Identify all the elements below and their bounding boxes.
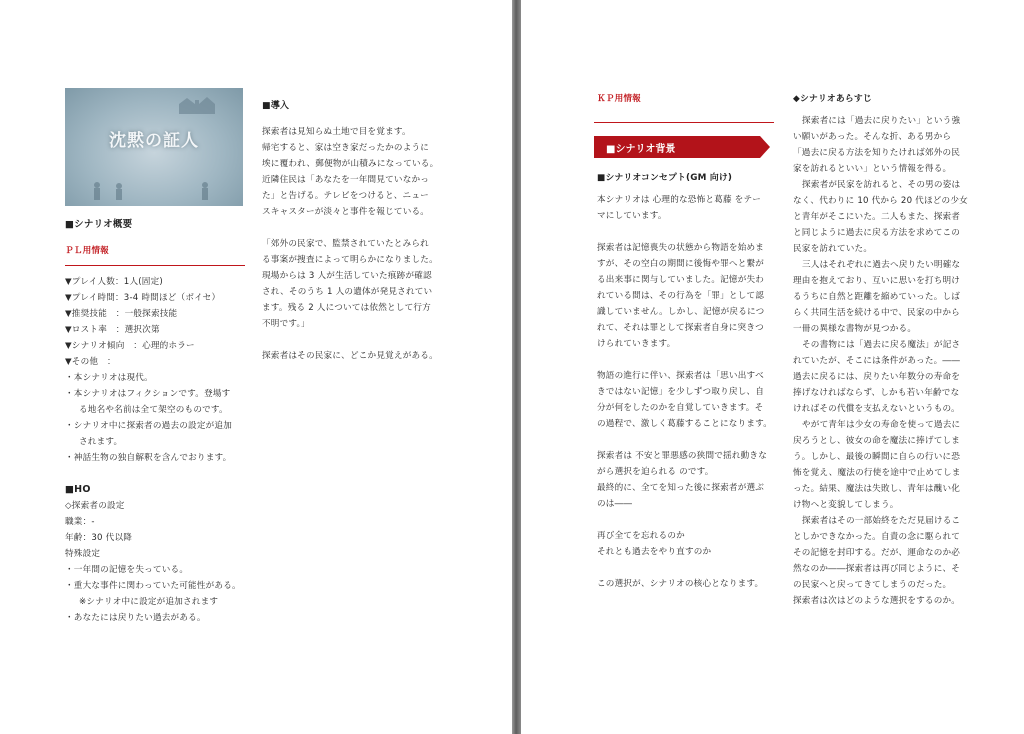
concept-paragraph-5 — [597, 528, 782, 560]
concept-line: れている間は、その行為を「罪」として認 — [597, 291, 765, 301]
cover-title: 沈黙の証人 — [109, 131, 199, 151]
synopsis-line: らく共同生活を続ける中で、民家の中から — [793, 308, 960, 318]
concept-line: の過程で、激しく葛藤することになります。 — [597, 419, 773, 429]
overview-heading: ■シナリオ概要 — [65, 219, 133, 230]
ho-line: ・あなたには戻りたい過去がある。 — [65, 613, 206, 623]
note-line: されます。 — [79, 437, 123, 447]
concept-line: それとも過去をやり直すのか — [597, 547, 712, 557]
synopsis-line: 三人はそれぞれに過去へ戻りたい明確な — [802, 260, 961, 270]
house-silhouette-icon — [177, 94, 217, 114]
concept-line: がら選択を迫られる のです。 — [597, 467, 714, 477]
other-notes — [65, 370, 245, 466]
synopsis-line: その記憶を封印する。だが、運命なのか必 — [793, 548, 961, 558]
concept-line: 識していません。しかし、記憶が戻るにつ — [597, 307, 765, 317]
synopsis-line: 一冊の異様な書物が見つかる。 — [793, 324, 917, 334]
concept-line: 探索者は記憶喪失の状態から物語を始めま — [597, 243, 765, 253]
scenario-background-banner — [594, 136, 772, 158]
intro-line: 埃に覆われ、郵便物が山積みになっている。 — [262, 159, 439, 169]
note-line: ・本シナリオは現代。 — [65, 373, 153, 383]
synopsis-line: 家を訪れるといい」という情報を得る。 — [793, 164, 952, 174]
intro-line: 探索者はその民家に、どこか見覚えがある。 — [262, 351, 438, 361]
synopsis-line: と同じように過去に戻る方法を求めてこの — [793, 228, 961, 238]
ho-line: 特殊設定 — [65, 549, 101, 559]
ho-line: 職業：- — [65, 517, 95, 527]
concept-line: 最終的に、全てを知った後に探索者が選ぶ — [597, 483, 765, 493]
synopsis-line: 然なのか――探索者は再び同じように、そ — [793, 564, 961, 574]
kp-info-heading: ＫＰ用情報 — [597, 94, 641, 104]
synopsis-line: ければその代償を支払えないというもの。 — [793, 404, 960, 414]
page-gutter — [512, 0, 521, 734]
synopsis-line: と青年がそこにいた。二人もまた、探索者 — [793, 212, 961, 222]
intro-line: され、そのうち 1 人の遺体が発見されてい — [262, 287, 433, 297]
intro-paragraph-3 — [262, 348, 452, 364]
pl-item: ▼ロスト率 ：選択次第 — [65, 325, 160, 335]
synopsis-line: るうちに自然と距離を縮めていった。しば — [793, 292, 961, 302]
concept-line: 再び全てを忘れるのか — [597, 531, 685, 541]
synopsis-line: 探索者はその一部始終をただ見届けるこ — [802, 516, 961, 526]
note-line: ・神話生物の独自解釈を含んでおります。 — [65, 453, 232, 463]
concept-line: すが、その空白の期間に後悔や罪へと繋が — [597, 259, 765, 269]
concept-paragraph-6 — [597, 576, 782, 592]
note-line: る地名や名前は全て架空のものです。 — [79, 405, 228, 415]
synopsis-line: れていたが、そこには条件があった。―― — [793, 356, 960, 366]
concept-line: 分が何をしたのかを自覚していきます。そ — [597, 403, 764, 413]
intro-line: る事案が捜査によって明らかになりました。 — [262, 255, 438, 265]
synopsis-line: 過去に戻るには、戻りたい年数分の寿命を — [793, 372, 961, 382]
kp-divider — [594, 122, 774, 123]
ho-heading: ■HO — [65, 484, 91, 495]
cover-image — [65, 88, 243, 206]
synopsis-line: の民家へと戻ってきてしまうのだった。 — [793, 580, 952, 590]
left-column-overview — [65, 217, 245, 626]
intro-line: スキャスターが淡々と事件を報じている。 — [262, 207, 430, 217]
intro-paragraph-1 — [262, 124, 452, 220]
concept-column — [597, 170, 782, 592]
synopsis-line: 理由を抱えており、互いに思いを打ち明け — [793, 276, 961, 286]
concept-line: る出来事に関与していました。記憶が失わ — [597, 275, 765, 285]
concept-line: マにしています。 — [597, 211, 667, 221]
left-column-intro — [262, 98, 452, 364]
concept-paragraph-4 — [597, 448, 782, 512]
concept-paragraph-2 — [597, 240, 782, 352]
synopsis-line: 探索者には「過去に戻りたい」という強 — [802, 116, 961, 126]
synopsis-line: 探索者が民家を訪れると、その男の姿は — [802, 180, 961, 190]
pl-divider — [65, 265, 245, 266]
synopsis-line: 「過去に戻る方法を知りたければ郊外の民 — [793, 148, 961, 158]
ho-line: ・重大な事件に関わっていた可能性がある。 — [65, 581, 241, 591]
synopsis-line: としかできなかった。自責の念に駆られて — [793, 532, 961, 542]
intro-line: 不明です。」 — [262, 319, 310, 329]
scenario-background-label: ■シナリオ背景 — [606, 144, 676, 155]
ho-line: ◇探索者の設定 — [65, 501, 125, 511]
concept-line: きではない記憶」を少しずつ取り戻し、自 — [597, 387, 765, 397]
ho-line: 年齢：30 代以降 — [65, 533, 133, 543]
synopsis-line: 民家を訪れていた。 — [793, 244, 873, 254]
concept-heading: ■シナリオコンセプト(GM 向け) — [597, 173, 733, 183]
concept-line: 物語の進行に伴い、探索者は「思い出すべ — [597, 371, 764, 381]
intro-line: た」と告げる。テレビをつけると、ニュー — [262, 191, 429, 201]
synopsis-column — [793, 91, 978, 609]
figures-silhouette-icon — [85, 180, 225, 200]
pl-item: ▼推奨技能 ：一般探索技能 — [65, 309, 178, 319]
concept-paragraph-1 — [597, 192, 782, 224]
synopsis-line: 捧げなければならず、しかも若い年齢でな — [793, 388, 960, 398]
synopsis-line: やがて青年は少女の寿命を使って過去に — [802, 420, 961, 430]
synopsis-line: う。しかし、最後の瞬間に自らの行いに恐 — [793, 452, 961, 462]
ho-lines — [65, 498, 245, 626]
ho-line: ※シナリオ中に設定が追加されます — [79, 597, 219, 607]
intro-line: ます。残る 2 人については依然として行方 — [262, 303, 431, 313]
synopsis-text — [793, 113, 978, 609]
intro-line: 現場からは 3 人が生活していた痕跡が確認 — [262, 271, 432, 281]
concept-line: れて、それは罪として探索者自身に突きつ — [597, 323, 764, 333]
intro-line: 近隣住民は「あなたを一年間見ていなかっ — [262, 175, 430, 185]
note-line: ・シナリオ中に探索者の過去の設定が追加 — [65, 421, 232, 431]
synopsis-heading: ◆シナリオあらすじ — [793, 94, 872, 104]
concept-line: 探索者は 不安と罪悪感の狭間で揺れ動きな — [597, 451, 768, 461]
ho-line: ・一年間の記憶を失っている。 — [65, 565, 189, 575]
synopsis-line: 怖を覚え、魔法の行使を途中で止めてしま — [793, 468, 961, 478]
concept-line: のは―― — [597, 499, 633, 509]
note-line: ・本シナリオはフィクションです。登場す — [65, 389, 231, 399]
intro-line: 探索者は見知らぬ土地で目を覚ます。 — [262, 127, 411, 137]
synopsis-line: 戻ろうとし、彼女の命を魔法に捧げてしま — [793, 436, 961, 446]
kp-heading-block — [597, 91, 777, 107]
concept-line: けられていきます。 — [597, 339, 676, 349]
concept-line: この選択が、シナリオの核心となります。 — [597, 579, 764, 589]
synopsis-line: った。結果、魔法は失敗し、青年は醜い化 — [793, 484, 961, 494]
intro-line: 帰宅すると、家は空き家だったかのように — [262, 143, 430, 153]
pl-item: ▼プレイ時間：3-4 時間ほど（ボイセ） — [65, 293, 221, 303]
intro-paragraph-2 — [262, 236, 452, 332]
pl-item: ▼プレイ人数：1人(固定) — [65, 277, 163, 287]
synopsis-line: 探索者は次はどのような選択をするのか。 — [793, 596, 961, 606]
synopsis-line: け物へと変貌してしまう。 — [793, 500, 899, 510]
pl-items — [65, 274, 245, 370]
synopsis-line: その書物には「過去に戻る魔法」が記さ — [802, 340, 961, 350]
pl-item: ▼シナリオ傾向 ：心理的ホラー — [65, 341, 195, 351]
concept-paragraph-3 — [597, 368, 782, 432]
concept-line: 本シナリオは 心理的な恐怖と葛藤 をテー — [597, 195, 762, 205]
synopsis-line: い願いがあった。そんな折、ある男から — [793, 132, 952, 142]
pl-info-heading: ＰＬ用情報 — [65, 246, 109, 256]
synopsis-line: なく、代わりに 10 代から 20 代ほどの少女 — [793, 196, 968, 206]
intro-heading: ■導入 — [262, 101, 290, 111]
pl-item: ▼その他 ： — [65, 357, 116, 367]
intro-line: 「郊外の民家で、監禁されていたとみられ — [262, 239, 429, 249]
